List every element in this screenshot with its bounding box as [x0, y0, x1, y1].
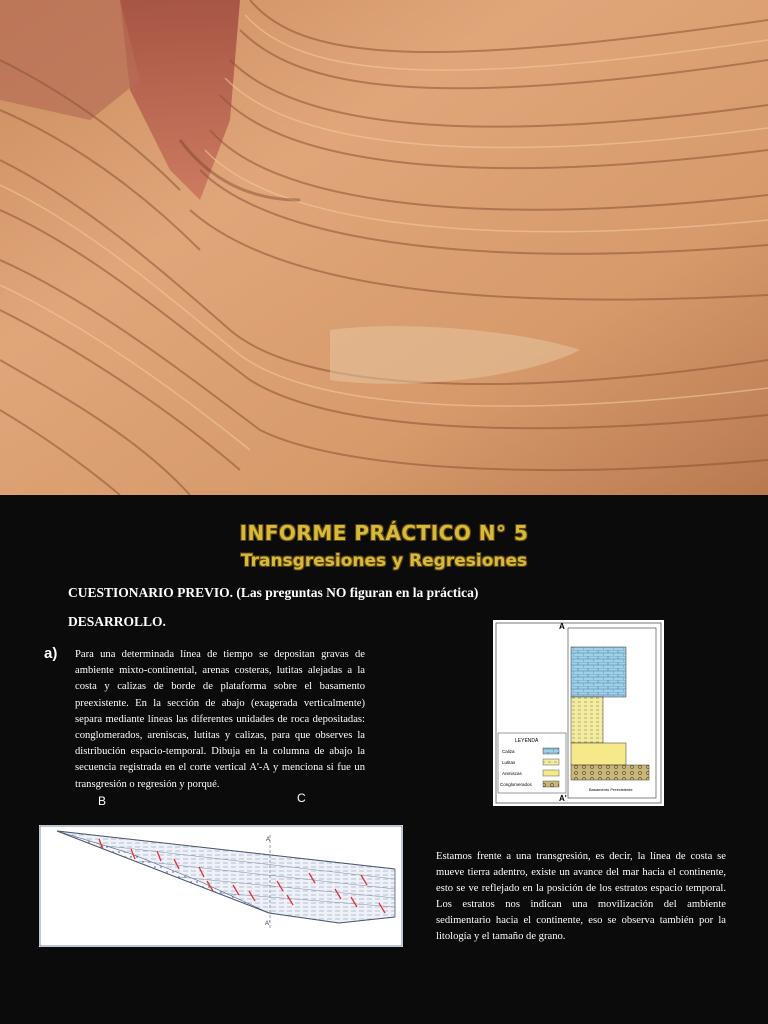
legend-areniscas-label: Areniscas: [502, 771, 522, 776]
cross-section-figure: [39, 825, 403, 947]
legend-lutitas-label: Lutitas: [502, 760, 516, 765]
column-bottom-label: A': [559, 794, 567, 803]
cuestionario-heading: CUESTIONARIO PREVIO. (Las preguntas NO figuran en la práctica): [68, 585, 479, 600]
section-label-a-prime: A': [265, 921, 271, 927]
column-top-label: A: [559, 622, 565, 631]
content-panel: [0, 495, 768, 1024]
legend-caliza-swatch: [543, 748, 559, 754]
answer-text: Estamos frente a una transgresión, es decir, la línea de costa se mueve tierra adentro, existe un avance del mar hacia el continente, esto se ve reflejado en la posición de los estratos espacio temporal. Los estratos nos indican una movilización del ambiente sedimentario hacia el continente, eso se observa también por la litología y el tamaño de grano.: [436, 851, 726, 942]
caliza-layer: [571, 647, 626, 697]
stratigraphic-column-figure: [493, 620, 664, 806]
legend-areniscas-swatch: [543, 770, 559, 776]
cover-photo: [0, 0, 768, 495]
basement-label: Basamento Preexistente: [589, 787, 633, 792]
legend-conglomerados-label: Conglomerados: [500, 782, 532, 787]
section-letter-c: C: [297, 791, 306, 805]
sandstone-canyon-photo: [0, 0, 768, 495]
report-subtitle: Transgresiones y Regresiones: [240, 551, 528, 571]
legend-conglomerados-swatch: [543, 781, 559, 787]
arenisca-layer: [571, 743, 626, 765]
question-label: a): [44, 645, 58, 662]
legend-caliza-label: Caliza: [502, 749, 515, 754]
conglomerado-layer: [571, 765, 649, 780]
legend-title: LEYENDA: [515, 738, 539, 744]
legend-lutitas-swatch: [543, 759, 559, 765]
desarrollo-heading: DESARROLLO.: [68, 614, 166, 629]
report-title: INFORME PRÁCTICO N° 5: [239, 521, 529, 545]
lutita-layer: [571, 697, 603, 743]
section-label-a: A: [266, 837, 271, 843]
section-letter-b: B: [98, 794, 107, 808]
question-text: Para una determinada línea de tiempo se depositan gravas de ambiente mixto-continental, arenas costeras, lutitas alejadas a la costa y calizas de borde de plataforma sobre el basamento preexistente. En la sección de abajo (exagerada verticalmente) separa mediante líneas las diferentes unidades de roca depositadas: conglomerados, areniscas, lutitas y calizas, para que observes la distribución espacio-temporal. Dibuja en la columna de abajo la secuencia registrada en el corte vertical A'-A y menciona si fue un transgresión o regresión y porqué.: [75, 649, 365, 790]
